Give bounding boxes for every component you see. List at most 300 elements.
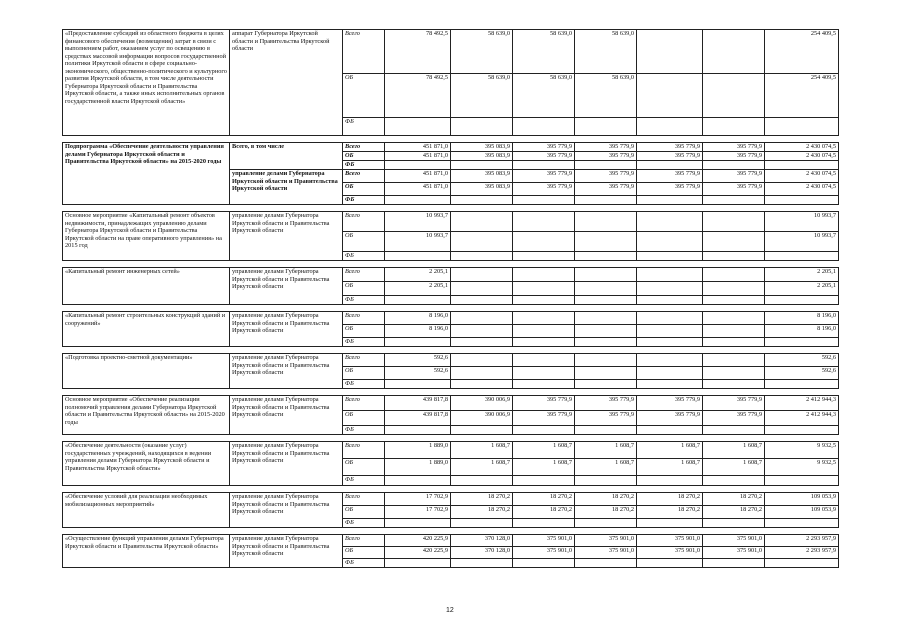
block-spacer [63,486,839,493]
year-amount-cell [575,212,637,232]
total-amount-cell [765,338,839,347]
year-amount-cell [703,74,765,118]
year-amount-cell: 395 779,9 [703,170,765,183]
year-amount-cell [703,325,765,338]
total-amount-cell: 2 293 957,9 [765,535,839,547]
year-amount-cell: 451 871,0 [385,183,451,196]
year-amount-cell [513,232,575,252]
table-row [63,143,839,152]
year-amount-cell [385,426,451,435]
year-amount-cell: 395 779,9 [703,396,765,411]
table-row [63,535,839,547]
year-amount-cell [513,380,575,389]
year-amount-cell [513,312,575,325]
total-amount-cell: 9 932,5 [765,442,839,459]
year-amount-cell: 1 608,7 [575,459,637,476]
year-amount-cell: 395 779,9 [513,143,575,152]
responsible-executor-cell: управление делами Губернатора Иркутской области и Правительства Иркутской области [230,212,343,261]
year-amount-cell [637,325,703,338]
funding-source-cell: Всего [343,30,385,74]
total-amount-cell: 2 293 957,9 [765,547,839,559]
funding-source-cell: ОБ [343,411,385,426]
year-amount-cell [451,312,513,325]
year-amount-cell: 451 871,0 [385,170,451,183]
year-amount-cell [703,338,765,347]
total-amount-cell: 10 993,7 [765,232,839,252]
year-amount-cell: 395 779,9 [703,411,765,426]
year-amount-cell [513,268,575,282]
funding-source-cell: Всего [343,268,385,282]
year-amount-cell: 1 608,7 [513,459,575,476]
year-amount-cell: 395 779,9 [637,411,703,426]
responsible-executor-cell: управление делами Губернатора Иркутской области и Правительства Иркутской области [230,354,343,389]
funding-source-cell: ОБ [343,506,385,519]
year-amount-cell [513,296,575,305]
year-amount-cell [575,161,637,170]
year-amount-cell: 390 006,9 [451,411,513,426]
year-amount-cell [703,196,765,205]
year-amount-cell [385,338,451,347]
total-amount-cell: 592,6 [765,354,839,367]
year-amount-cell [637,268,703,282]
year-amount-cell: 395 779,9 [575,143,637,152]
year-amount-cell: 375 901,0 [575,547,637,559]
year-amount-cell: 18 270,2 [703,493,765,506]
year-amount-cell [451,232,513,252]
year-amount-cell: 1 608,7 [451,442,513,459]
year-amount-cell [703,367,765,380]
year-amount-cell [637,232,703,252]
year-amount-cell: 78 492,5 [385,30,451,74]
funding-source-cell: Всего [343,170,385,183]
year-amount-cell [385,118,451,136]
year-amount-cell [575,338,637,347]
funding-source-cell: ОБ [343,152,385,161]
year-amount-cell [575,196,637,205]
year-amount-cell [637,367,703,380]
measure-name-cell: Основное мероприятие «Капитальный ремонт объектов недвижимости, принадлежащих управлению делами Губернатора Иркутской области и Правительства Иркутской области на праве оперативного управления» на 2015 год [63,212,230,261]
year-amount-cell [513,559,575,568]
year-amount-cell: 395 779,9 [703,143,765,152]
year-amount-cell: 395 083,9 [451,183,513,196]
total-amount-cell: 2 205,1 [765,268,839,282]
year-amount-cell: 18 270,2 [513,506,575,519]
year-amount-cell [637,354,703,367]
total-amount-cell: 2 430 074,5 [765,183,839,196]
year-amount-cell [637,118,703,136]
year-amount-cell [703,380,765,389]
year-amount-cell [451,367,513,380]
year-amount-cell [637,282,703,296]
year-amount-cell [513,196,575,205]
year-amount-cell [451,212,513,232]
year-amount-cell [575,476,637,486]
responsible-executor-cell: управление делами Губернатора Иркутской области и Правительства Иркутской области [230,312,343,347]
block-spacer [63,389,839,396]
year-amount-cell [451,519,513,528]
year-amount-cell: 395 779,9 [703,152,765,161]
funding-source-cell: ФБ [343,559,385,568]
table-row [63,30,839,74]
year-amount-cell: 58 639,0 [513,74,575,118]
total-amount-cell [765,426,839,435]
year-amount-cell [703,354,765,367]
funding-source-cell: Всего [343,354,385,367]
year-amount-cell: 395 779,9 [575,183,637,196]
year-amount-cell: 395 779,9 [637,143,703,152]
funding-source-cell: Всего [343,212,385,232]
year-amount-cell: 18 270,2 [637,506,703,519]
table-row [63,354,839,367]
total-amount-cell: 8 196,0 [765,325,839,338]
year-amount-cell [575,296,637,305]
funding-source-cell: ФБ [343,380,385,389]
year-amount-cell [451,559,513,568]
funding-source-cell: Всего [343,493,385,506]
year-amount-cell: 18 270,2 [703,506,765,519]
year-amount-cell [513,252,575,261]
year-amount-cell: 1 608,7 [703,459,765,476]
year-amount-cell [513,338,575,347]
funding-source-cell: ОБ [343,183,385,196]
year-amount-cell [637,312,703,325]
year-amount-cell [451,196,513,205]
year-amount-cell [575,380,637,389]
year-amount-cell: 375 901,0 [637,547,703,559]
funding-source-cell: ОБ [343,459,385,476]
year-amount-cell [451,354,513,367]
year-amount-cell [703,30,765,74]
year-amount-cell: 370 128,0 [451,535,513,547]
year-amount-cell [451,268,513,282]
year-amount-cell: 395 083,9 [451,170,513,183]
total-amount-cell [765,118,839,136]
year-amount-cell: 592,6 [385,367,451,380]
total-amount-cell: 2 412 944,3 [765,411,839,426]
year-amount-cell [513,367,575,380]
table-row [63,312,839,325]
table-row [63,396,839,411]
measure-name-cell: «Капитальный ремонт инженерных сетей» [63,268,230,305]
year-amount-cell [385,296,451,305]
year-amount-cell: 420 225,9 [385,547,451,559]
year-amount-cell: 18 270,2 [451,506,513,519]
page-number: 12 [446,607,454,614]
year-amount-cell: 1 889,0 [385,459,451,476]
year-amount-cell: 439 817,8 [385,411,451,426]
year-amount-cell [451,476,513,486]
year-amount-cell [703,426,765,435]
year-amount-cell [637,74,703,118]
total-amount-cell: 2 430 074,5 [765,152,839,161]
total-amount-cell: 254 409,5 [765,74,839,118]
year-amount-cell [451,380,513,389]
year-amount-cell [513,354,575,367]
year-amount-cell [575,268,637,282]
block-spacer [63,305,839,312]
year-amount-cell: 1 608,7 [637,459,703,476]
year-amount-cell [637,252,703,261]
year-amount-cell [385,476,451,486]
total-amount-cell: 109 053,9 [765,506,839,519]
measure-name-cell: «Обеспечение условий для реализации необходимых мобилизационных мероприятий» [63,493,230,528]
year-amount-cell: 451 871,0 [385,143,451,152]
year-amount-cell [703,232,765,252]
funding-source-cell: ФБ [343,476,385,486]
year-amount-cell: 375 901,0 [513,547,575,559]
responsible-executor-cell: управление делами Губернатора Иркутской области и Правительства Иркутской области [230,535,343,568]
total-amount-cell: 8 196,0 [765,312,839,325]
funding-source-cell: Всего [343,442,385,459]
year-amount-cell: 10 993,7 [385,232,451,252]
year-amount-cell [385,161,451,170]
year-amount-cell: 451 871,0 [385,152,451,161]
year-amount-cell: 395 779,9 [575,411,637,426]
year-amount-cell: 58 639,0 [513,30,575,74]
year-amount-cell: 395 779,9 [703,183,765,196]
funding-source-cell: ОБ [343,232,385,252]
year-amount-cell: 420 225,9 [385,535,451,547]
year-amount-cell: 395 779,9 [575,396,637,411]
year-amount-cell [451,282,513,296]
table-row [63,268,839,282]
year-amount-cell: 395 779,9 [513,183,575,196]
year-amount-cell [575,325,637,338]
year-amount-cell: 395 083,9 [451,143,513,152]
responsible-executor-cell: управление делами Губернатора Иркутской области и Правительства Иркутской области [230,493,343,528]
measure-name-cell: «Капитальный ремонт строительных конструкций зданий и сооружений» [63,312,230,347]
year-amount-cell [385,252,451,261]
year-amount-cell: 375 901,0 [703,547,765,559]
funding-source-cell: ФБ [343,296,385,305]
table-row [63,212,839,232]
year-amount-cell: 18 270,2 [575,506,637,519]
total-amount-cell [765,296,839,305]
year-amount-cell: 58 639,0 [451,30,513,74]
total-amount-cell: 2 412 944,3 [765,396,839,411]
year-amount-cell [451,296,513,305]
table-row [63,442,839,459]
funding-source-cell: Всего [343,312,385,325]
measure-name-cell: Основное мероприятие «Обеспечение реализации полномочий управления делами Губернатора Иркутской области и Правительства Иркутской области» на 2015-2020 годы [63,396,230,435]
year-amount-cell [451,338,513,347]
year-amount-cell [385,380,451,389]
year-amount-cell [637,338,703,347]
year-amount-cell: 375 901,0 [513,535,575,547]
year-amount-cell: 1 608,7 [637,442,703,459]
year-amount-cell [513,325,575,338]
responsible-executor-cell: управление делами Губернатора Иркутской области и Правительства Иркутской области [230,170,343,205]
year-amount-cell: 1 608,7 [451,459,513,476]
year-amount-cell: 1 608,7 [513,442,575,459]
year-amount-cell [575,519,637,528]
year-amount-cell [385,519,451,528]
year-amount-cell [637,380,703,389]
measure-name-cell: «Предоставление субсидий из областного бюджета в целях финансового обеспечения (возмещения) затрат в связи с выполнением работ, оказанием услуг по освещению в средствах массовой информации вопросов государственной политики Иркутской области в сфере социально-экономического, общественно-политического и культурного развития Иркутской области, в том числе деятельности Губернатора Иркутской области и Правительства Иркутской области, а также иных исполнительных органов государственной власти Иркутской области» [63,30,230,136]
year-amount-cell: 395 779,9 [513,152,575,161]
year-amount-cell: 592,6 [385,354,451,367]
funding-source-cell: ОБ [343,367,385,380]
funding-source-cell: ФБ [343,519,385,528]
year-amount-cell [575,232,637,252]
funding-source-cell: Всего [343,143,385,152]
total-amount-cell [765,476,839,486]
year-amount-cell [575,282,637,296]
year-amount-cell [575,118,637,136]
year-amount-cell [451,325,513,338]
year-amount-cell: 395 779,9 [637,152,703,161]
block-spacer [63,136,839,143]
year-amount-cell: 395 779,9 [637,183,703,196]
measure-name-cell: «Осуществление функций управления делами Губернатора Иркутской области и Правительства Иркутской области» [63,535,230,568]
year-amount-cell: 18 270,2 [451,493,513,506]
year-amount-cell: 395 779,9 [637,396,703,411]
year-amount-cell [513,212,575,232]
year-amount-cell [703,296,765,305]
year-amount-cell: 17 702,9 [385,506,451,519]
funding-source-cell: ФБ [343,118,385,136]
block-spacer [63,347,839,354]
year-amount-cell [703,268,765,282]
total-amount-cell [765,380,839,389]
year-amount-cell [513,118,575,136]
block-spacer [63,528,839,535]
block-spacer [63,435,839,442]
year-amount-cell [575,367,637,380]
year-amount-cell: 395 779,9 [575,152,637,161]
year-amount-cell [575,354,637,367]
year-amount-cell [703,312,765,325]
year-amount-cell: 58 639,0 [575,30,637,74]
total-amount-cell [765,252,839,261]
responsible-executor-cell: аппарат Губернатора Иркутской области и Правительства Иркутской области [230,30,343,136]
year-amount-cell [575,252,637,261]
year-amount-cell: 18 270,2 [637,493,703,506]
year-amount-cell: 439 817,8 [385,396,451,411]
total-amount-cell: 9 932,5 [765,459,839,476]
year-amount-cell: 1 608,7 [703,442,765,459]
responsible-executor-cell: управление делами Губернатора Иркутской области и Правительства Иркутской области [230,396,343,435]
measure-name-cell: «Подготовка проектно-сметной документации» [63,354,230,389]
year-amount-cell: 2 205,1 [385,268,451,282]
year-amount-cell [385,196,451,205]
funding-source-cell: ОБ [343,74,385,118]
year-amount-cell [637,426,703,435]
year-amount-cell [637,476,703,486]
year-amount-cell [385,559,451,568]
year-amount-cell: 18 270,2 [513,493,575,506]
year-amount-cell: 370 128,0 [451,547,513,559]
year-amount-cell [703,519,765,528]
year-amount-cell: 395 779,9 [513,411,575,426]
total-amount-cell: 254 409,5 [765,30,839,74]
block-spacer [63,261,839,268]
program-funding-table [62,29,839,568]
year-amount-cell [703,212,765,232]
funding-source-cell: ФБ [343,426,385,435]
year-amount-cell [451,426,513,435]
year-amount-cell: 375 901,0 [575,535,637,547]
year-amount-cell [575,312,637,325]
total-amount-cell [765,519,839,528]
year-amount-cell: 8 196,0 [385,325,451,338]
year-amount-cell [637,196,703,205]
total-amount-cell [765,161,839,170]
year-amount-cell [451,252,513,261]
year-amount-cell: 375 901,0 [703,535,765,547]
responsible-executor-cell: Всего, в том числе [230,143,343,170]
funding-source-cell: ОБ [343,282,385,296]
year-amount-cell [703,161,765,170]
year-amount-cell [575,559,637,568]
year-amount-cell [637,519,703,528]
year-amount-cell [575,426,637,435]
year-amount-cell [513,476,575,486]
responsible-executor-cell: управление делами Губернатора Иркутской области и Правительства Иркутской области [230,268,343,305]
total-amount-cell: 10 993,7 [765,212,839,232]
year-amount-cell [637,559,703,568]
year-amount-cell [703,252,765,261]
funding-source-cell: ФБ [343,338,385,347]
funding-source-cell: ФБ [343,161,385,170]
year-amount-cell: 2 205,1 [385,282,451,296]
year-amount-cell [513,282,575,296]
year-amount-cell: 395 779,9 [637,170,703,183]
year-amount-cell [513,519,575,528]
funding-source-cell: ФБ [343,252,385,261]
table-row [63,493,839,506]
year-amount-cell: 395 779,9 [513,396,575,411]
measure-name-cell: «Обеспечение деятельности (оказание услуг) государственных учреждений, находящихся в ведении управления делами Губернатора Иркутской области и Правительства Иркутской области» [63,442,230,486]
year-amount-cell: 395 779,9 [513,170,575,183]
total-amount-cell [765,196,839,205]
total-amount-cell: 2 430 074,5 [765,170,839,183]
total-amount-cell: 2 430 074,5 [765,143,839,152]
year-amount-cell: 375 901,0 [637,535,703,547]
year-amount-cell [637,212,703,232]
block-spacer [63,205,839,212]
year-amount-cell: 17 702,9 [385,493,451,506]
total-amount-cell [765,559,839,568]
year-amount-cell: 1 608,7 [575,442,637,459]
funding-source-cell: ОБ [343,325,385,338]
year-amount-cell: 1 889,0 [385,442,451,459]
year-amount-cell [703,559,765,568]
funding-source-cell: Всего [343,396,385,411]
year-amount-cell [451,161,513,170]
funding-source-cell: ОБ [343,547,385,559]
year-amount-cell: 390 006,9 [451,396,513,411]
total-amount-cell: 2 205,1 [765,282,839,296]
year-amount-cell: 58 639,0 [451,74,513,118]
year-amount-cell [703,476,765,486]
year-amount-cell [703,282,765,296]
total-amount-cell: 592,6 [765,367,839,380]
year-amount-cell [513,161,575,170]
year-amount-cell: 10 993,7 [385,212,451,232]
year-amount-cell [451,118,513,136]
year-amount-cell [703,118,765,136]
year-amount-cell: 395 083,9 [451,152,513,161]
measure-name-cell: Подпрограмма «Обеспечение деятельности управления делами Губернатора Иркутской области и Правительства Иркутской области» на 2015-2020 годы [63,143,230,205]
year-amount-cell [637,30,703,74]
year-amount-cell [513,426,575,435]
year-amount-cell: 8 196,0 [385,312,451,325]
year-amount-cell [637,161,703,170]
funding-source-cell: Всего [343,535,385,547]
year-amount-cell [637,296,703,305]
total-amount-cell: 109 053,9 [765,493,839,506]
